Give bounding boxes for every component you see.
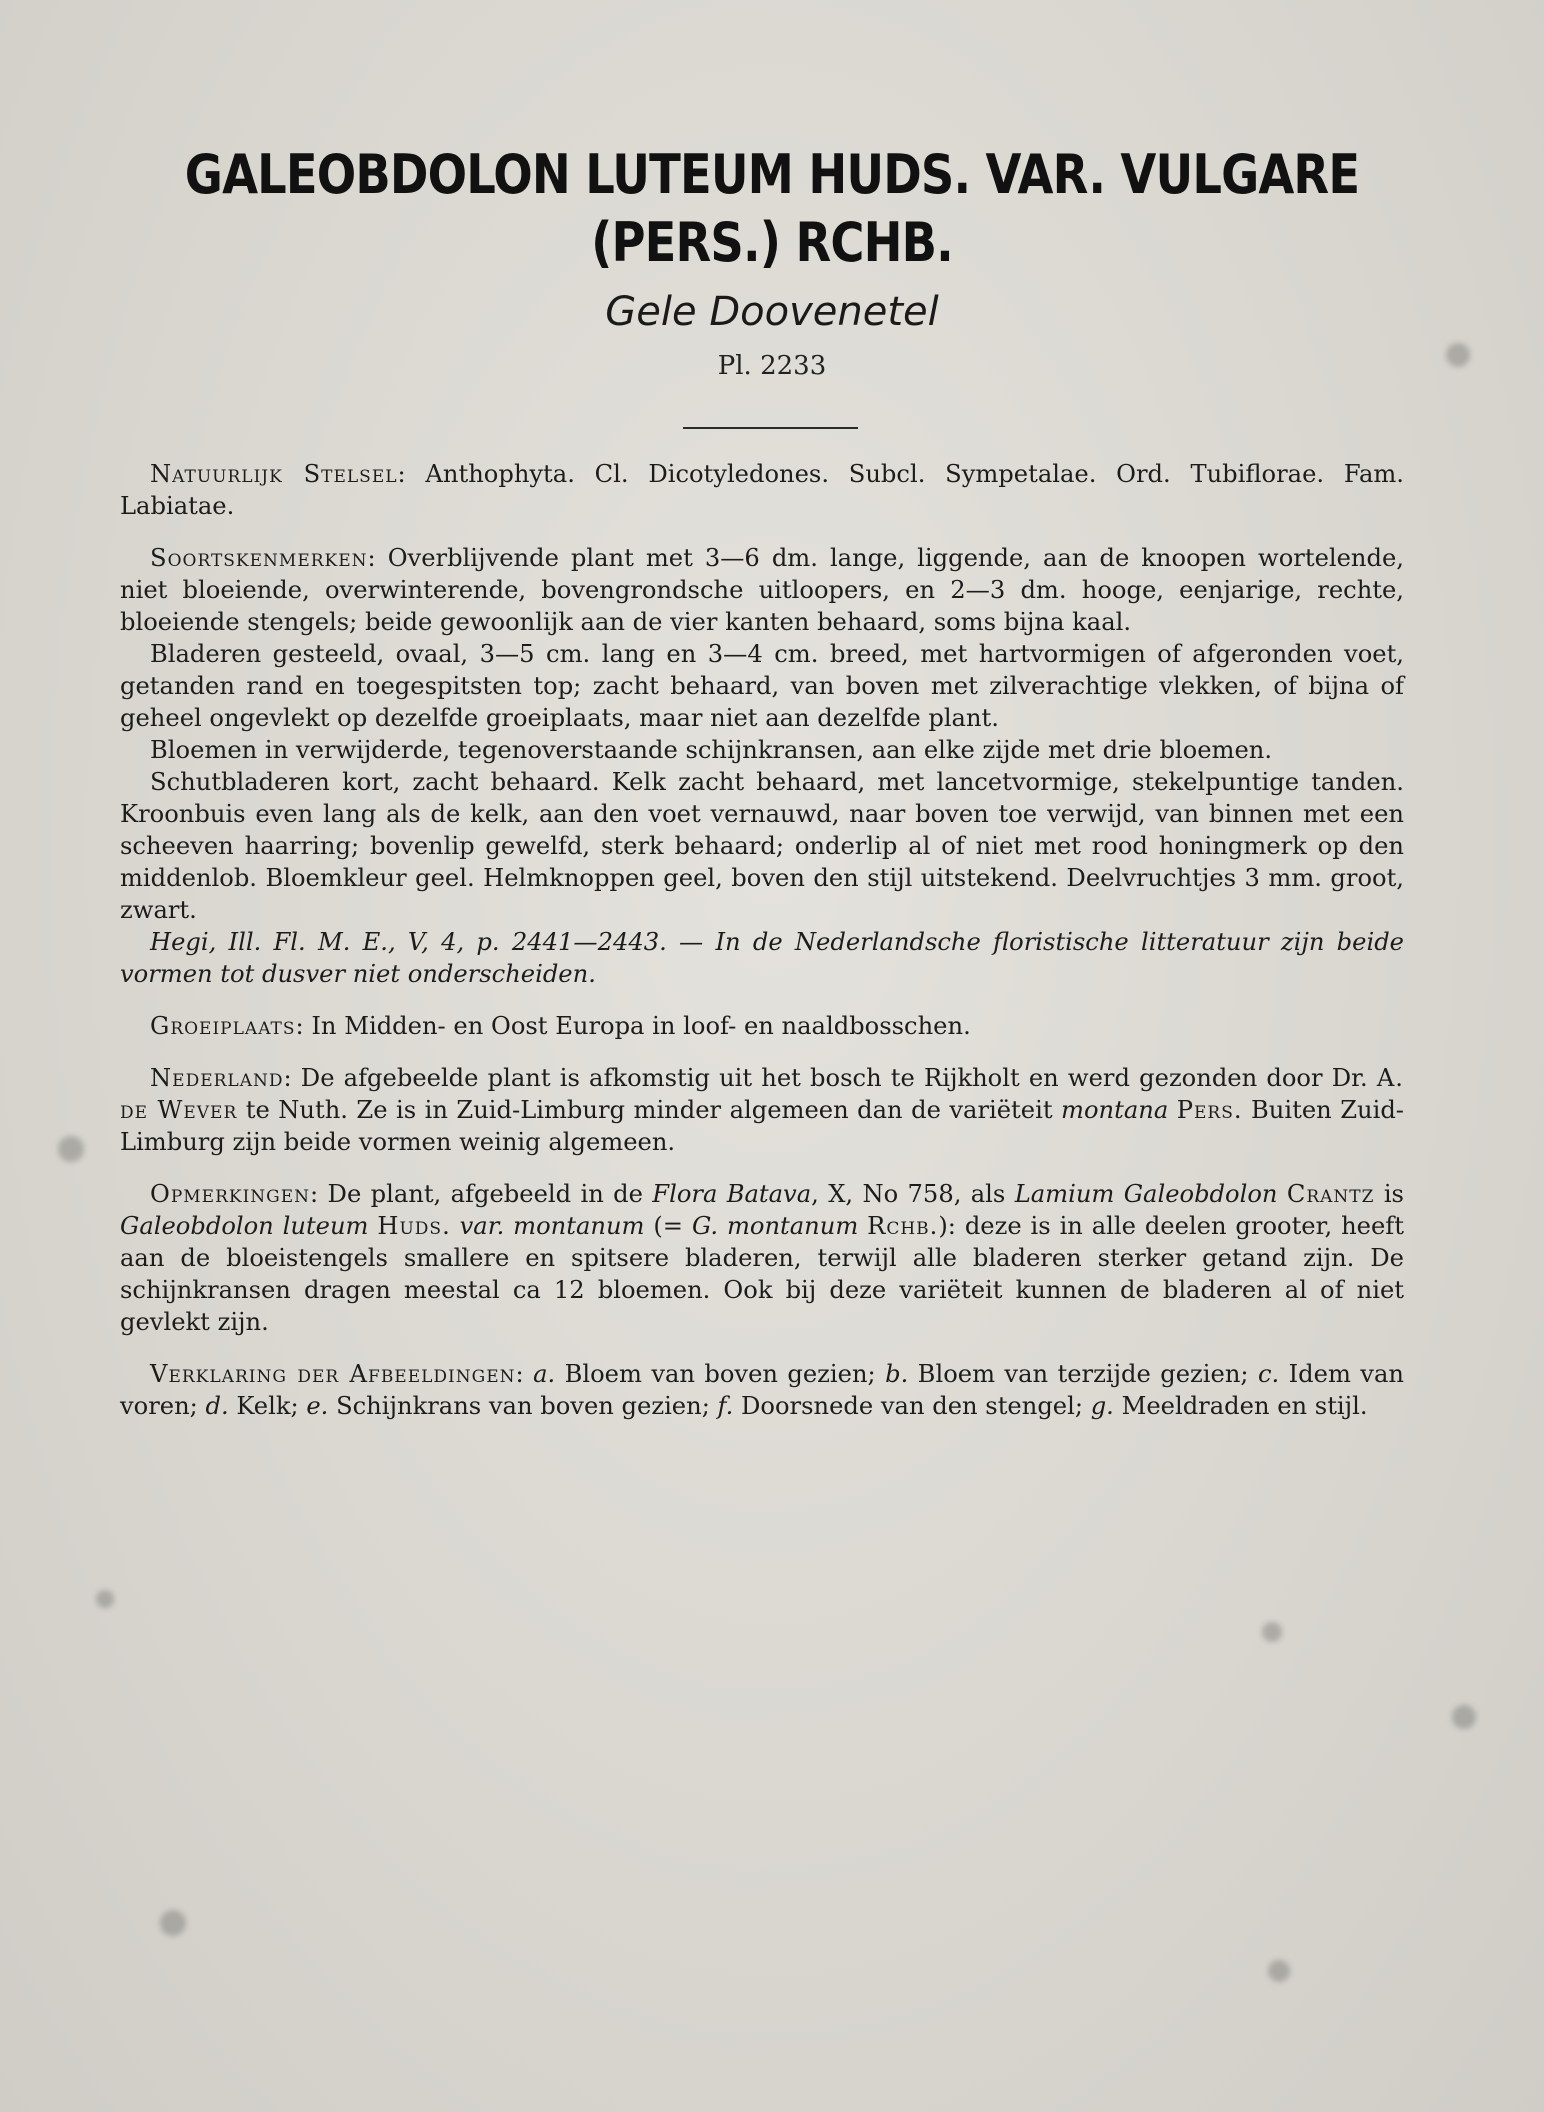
section-text: Kelk;	[228, 1392, 307, 1420]
section-text: Schijnkrans van boven gezien;	[328, 1392, 718, 1420]
paragraph-bladeren: Bladeren gesteeld, ovaal, 3—5 cm. lang en 3—4 cm. breed, met hartvormigen of afgeronden voet, getanden rand en toegespitsten top; zacht behaard, van boven met zilverachtige vlekken, of bijna of geheel ongevlekt op dezelfde groeiplaats, maar niet aan dezelfde plant.	[120, 640, 1404, 732]
taxon-name: G. montanum	[691, 1212, 859, 1240]
paragraph-opmerkingen	[120, 1178, 1404, 1338]
section-label: Nederland	[150, 1064, 284, 1092]
section-text: , X, No 758, als	[811, 1180, 1015, 1208]
section-text: ): deze is in alle deelen grooter, heeft aan de bloeistengels smallere en spitsere bladeren, terwijl alle bladeren sterker getand zijn. De schijnkransen dragen meestal ca 12 bloemen. Ook bij deze variëteit kunnen de bladeren al of niet gevlekt zijn.	[120, 1212, 1404, 1336]
section-text: Buiten Zuid-Limburg zijn beide vormen weinig algemeen.	[120, 1096, 1404, 1156]
person-name: A. de Wever	[120, 1064, 1404, 1124]
paper-speck	[160, 1910, 186, 1936]
section-text: : In Midden- en Oost Europa in loof- en naaldbosschen.	[295, 1012, 971, 1040]
figure-letter: f.	[717, 1392, 734, 1420]
paper-speck	[1452, 1705, 1476, 1729]
species-title-line2: (PERS.) RCHB.	[591, 211, 953, 274]
variety-name: montana	[1061, 1096, 1169, 1124]
section-text: (=	[644, 1212, 692, 1240]
figure-letter: g.	[1090, 1392, 1114, 1420]
author-name: Huds.	[377, 1212, 451, 1240]
figure-letter: e.	[306, 1392, 329, 1420]
section-label: Opmerkingen	[150, 1180, 311, 1208]
section-text: is	[1374, 1180, 1404, 1208]
author-name: Pers.	[1176, 1096, 1243, 1124]
species-title-line1: GALEOBDOLON LUTEUM HUDS. VAR. VULGARE	[184, 143, 1360, 206]
section-label: Soortskenmerken	[150, 544, 368, 572]
section-text: :	[515, 1360, 524, 1388]
paragraph-reference	[120, 926, 1404, 990]
paragraph-natuurlijk-stelsel	[120, 458, 1404, 522]
plate-number: Pl. 2233	[717, 351, 827, 381]
section-text: Bloem van terzijde gezien;	[908, 1360, 1258, 1388]
common-name: Gele Doovenetel	[605, 289, 939, 335]
section-text: Idem van voren;	[120, 1360, 1404, 1420]
section-text: Bloem van boven gezien;	[555, 1360, 886, 1388]
figure-letter: b.	[885, 1360, 909, 1388]
taxon-name: Lamium Galeobdolon	[1014, 1180, 1278, 1208]
title-divider	[683, 427, 858, 429]
figure-letter: a.	[533, 1360, 556, 1388]
paper-speck	[1446, 343, 1470, 367]
section-label: Groeiplaats	[150, 1012, 296, 1040]
document-body	[120, 458, 1404, 1422]
figure-letter: d.	[205, 1392, 229, 1420]
paragraph-bloemen: Bloemen in verwijderde, tegenoverstaande schijnkransen, aan elke zijde met drie bloemen.	[150, 736, 1273, 764]
paper-speck	[1262, 1622, 1282, 1642]
section-text: Doorsnede van den stengel;	[733, 1392, 1091, 1420]
section-label: Verklaring der Afbeeldingen	[150, 1360, 516, 1388]
section-label: Natuurlijk Stelsel	[150, 460, 398, 488]
paragraph-groeiplaats	[120, 1010, 1404, 1042]
paragraph-nederland	[120, 1062, 1404, 1158]
flora-title: Flora Batava	[652, 1180, 812, 1208]
author-name: Rchb.	[867, 1212, 939, 1240]
paper-speck	[1268, 1960, 1290, 1982]
taxon-name: var. montanum	[459, 1212, 645, 1240]
section-text	[451, 1212, 460, 1240]
section-text: : De afgebeelde plant is afkomstig uit het bosch te Rijkholt en werd gezonden door Dr.	[283, 1064, 1377, 1092]
paper-speck	[96, 1590, 114, 1608]
reference-text: Hegi, Ill. Fl. M. E., V, 4, p. 2441—2443. — In de Nederlandsche floristische litteratuur zijn beide vormen tot dusver niet onderscheiden.	[120, 928, 1404, 988]
figure-letter: c.	[1257, 1360, 1280, 1388]
section-text: te Nuth. Ze is in Zuid-Limburg minder algemeen dan de variëteit	[237, 1096, 1062, 1124]
section-text: : Overblijvende plant met 3—6 dm. lange, liggende, aan de knoopen wortelende, niet bloeiende, overwinterende, bovengrondsche uitloopers, en 2—3 dm. hooge, eenjarige, rechte, bloeiende stengels; beide gewoonlijk aan de vier kanten behaard, soms bijna kaal.	[120, 544, 1404, 636]
paper-speck	[58, 1136, 84, 1162]
paragraph-schutbladeren: Schutbladeren kort, zacht behaard. Kelk zacht behaard, met lancetvormige, stekelpuntige tanden. Kroonbuis even lang als de kelk, aan den voet vernauwd, naar boven toe verwijd, van binnen met een scheeven haarring; bovenlip gewelfd, sterk behaard; onderlip al of niet met rood honingmerk op den middenlob. Bloemkleur geel. Helmknoppen geel, boven den stijl uitstekend. Deelvruchtjes 3 mm. groot, zwart.	[120, 768, 1404, 924]
section-text: Meeldraden en stijl.	[1113, 1392, 1368, 1420]
paragraph-verklaring	[120, 1358, 1404, 1422]
section-text: : Anthophyta. Cl. Dicotyledones. Subcl. Sympetalae. Ord. Tubiflorae. Fam. Labiatae.	[120, 460, 1405, 520]
taxon-name: Galeobdolon luteum	[120, 1212, 369, 1240]
paragraph-soortskenmerken	[120, 542, 1404, 638]
author-name: Crantz	[1286, 1180, 1375, 1208]
section-text: : De plant, afgebeeld in de	[310, 1180, 653, 1208]
